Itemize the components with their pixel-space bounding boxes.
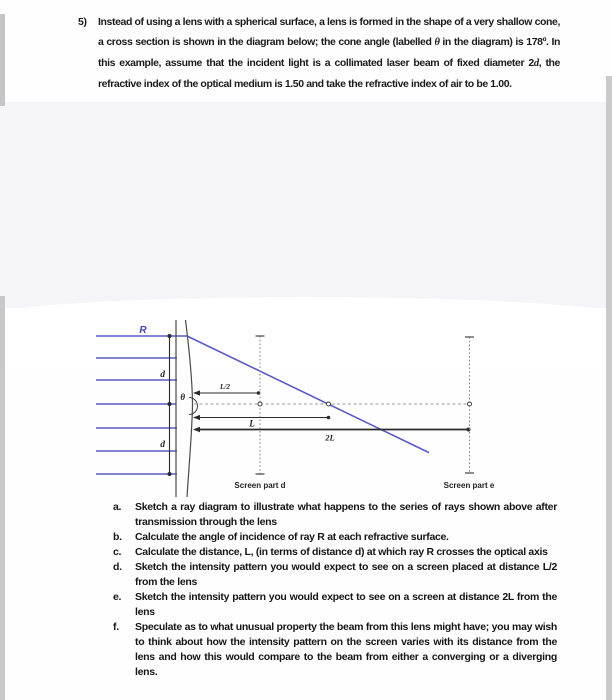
item-marker: f. bbox=[113, 621, 119, 633]
subquestion-b bbox=[113, 530, 557, 545]
item-text: Sketch the intensity pattern you would expect to see on a screen at distance 2L from the lens bbox=[135, 591, 557, 618]
photo-background-band bbox=[0, 102, 612, 308]
beam-diameter-measure bbox=[168, 334, 172, 476]
d-top-label: d bbox=[160, 370, 165, 380]
L-label: L bbox=[249, 418, 255, 429]
question-number: 5) bbox=[78, 16, 87, 28]
incident-rays bbox=[96, 336, 187, 474]
item-text: Sketch a ray diagram to illustrate what happens to the series of rays shown above after transmission through the lens bbox=[135, 501, 557, 528]
lens-diagram bbox=[0, 300, 612, 500]
d-bottom-label: d bbox=[160, 440, 165, 450]
refracted-ray bbox=[187, 336, 429, 453]
item-text: Calculate the distance, L, (in terms of distance d) at which ray R crosses the optical axis bbox=[135, 546, 548, 558]
subquestion-f bbox=[113, 620, 557, 680]
subquestion-c bbox=[113, 545, 557, 560]
theta-label: θ bbox=[180, 392, 185, 402]
item-text: Sketch the intensity pattern you would expect to see on a screen placed at distance L/2 from the lens bbox=[135, 561, 557, 588]
screen-d-label: Screen part d bbox=[234, 481, 286, 490]
subquestion-d bbox=[113, 560, 557, 590]
subquestion-list bbox=[113, 500, 557, 680]
screen-e-axis-point bbox=[468, 402, 472, 406]
ray-R-label: R bbox=[139, 325, 147, 336]
screen-e-label: Screen part e bbox=[443, 481, 495, 490]
item-marker: e. bbox=[113, 591, 122, 603]
half-L-label: L/2 bbox=[220, 383, 230, 391]
question-text: Instead of using a lens with a spherical surface, a lens is formed in the shape of a very shallow cone, a cross section is shown in the diagram below; the cone angle (labelled θ in the diagram) is 178º. In this example, assume that the incident light is a collimated laser beam of fixed diameter 2d, the refractive index of the optical medium is 1.50 and take the refractive index of air to be 1.00. bbox=[98, 16, 560, 90]
axis-crossing-point bbox=[327, 402, 331, 406]
item-marker: a. bbox=[113, 501, 122, 513]
two-L-measure bbox=[193, 427, 471, 433]
item-text: Speculate as to what unusual property the beam from this lens might have; you may wish to think about how the intensity pattern on the screen varies with its distance from the lens and how this would compare to the beam from either a converging or a diverging lens. bbox=[135, 621, 557, 678]
item-marker: d. bbox=[113, 561, 122, 573]
L-measure bbox=[193, 415, 330, 420]
page-edge-left-top bbox=[0, 14, 5, 106]
item-marker: c. bbox=[113, 546, 122, 558]
theta-symbol: θ bbox=[434, 37, 440, 48]
lens-cone-face bbox=[186, 320, 193, 497]
two-L-label: 2L bbox=[325, 432, 335, 443]
question-5 bbox=[78, 12, 560, 94]
d-symbol: d bbox=[533, 58, 539, 69]
screen-d-axis-point bbox=[258, 402, 262, 406]
subquestion-e bbox=[113, 590, 557, 620]
item-marker: b. bbox=[113, 531, 122, 543]
item-text: Calculate the angle of incidence of ray R at each refractive surface. bbox=[135, 531, 449, 543]
subquestion-a bbox=[113, 500, 557, 530]
cone-angle-arc bbox=[189, 398, 198, 415]
half-L-measure bbox=[193, 390, 260, 395]
axicon-lens bbox=[176, 320, 193, 497]
